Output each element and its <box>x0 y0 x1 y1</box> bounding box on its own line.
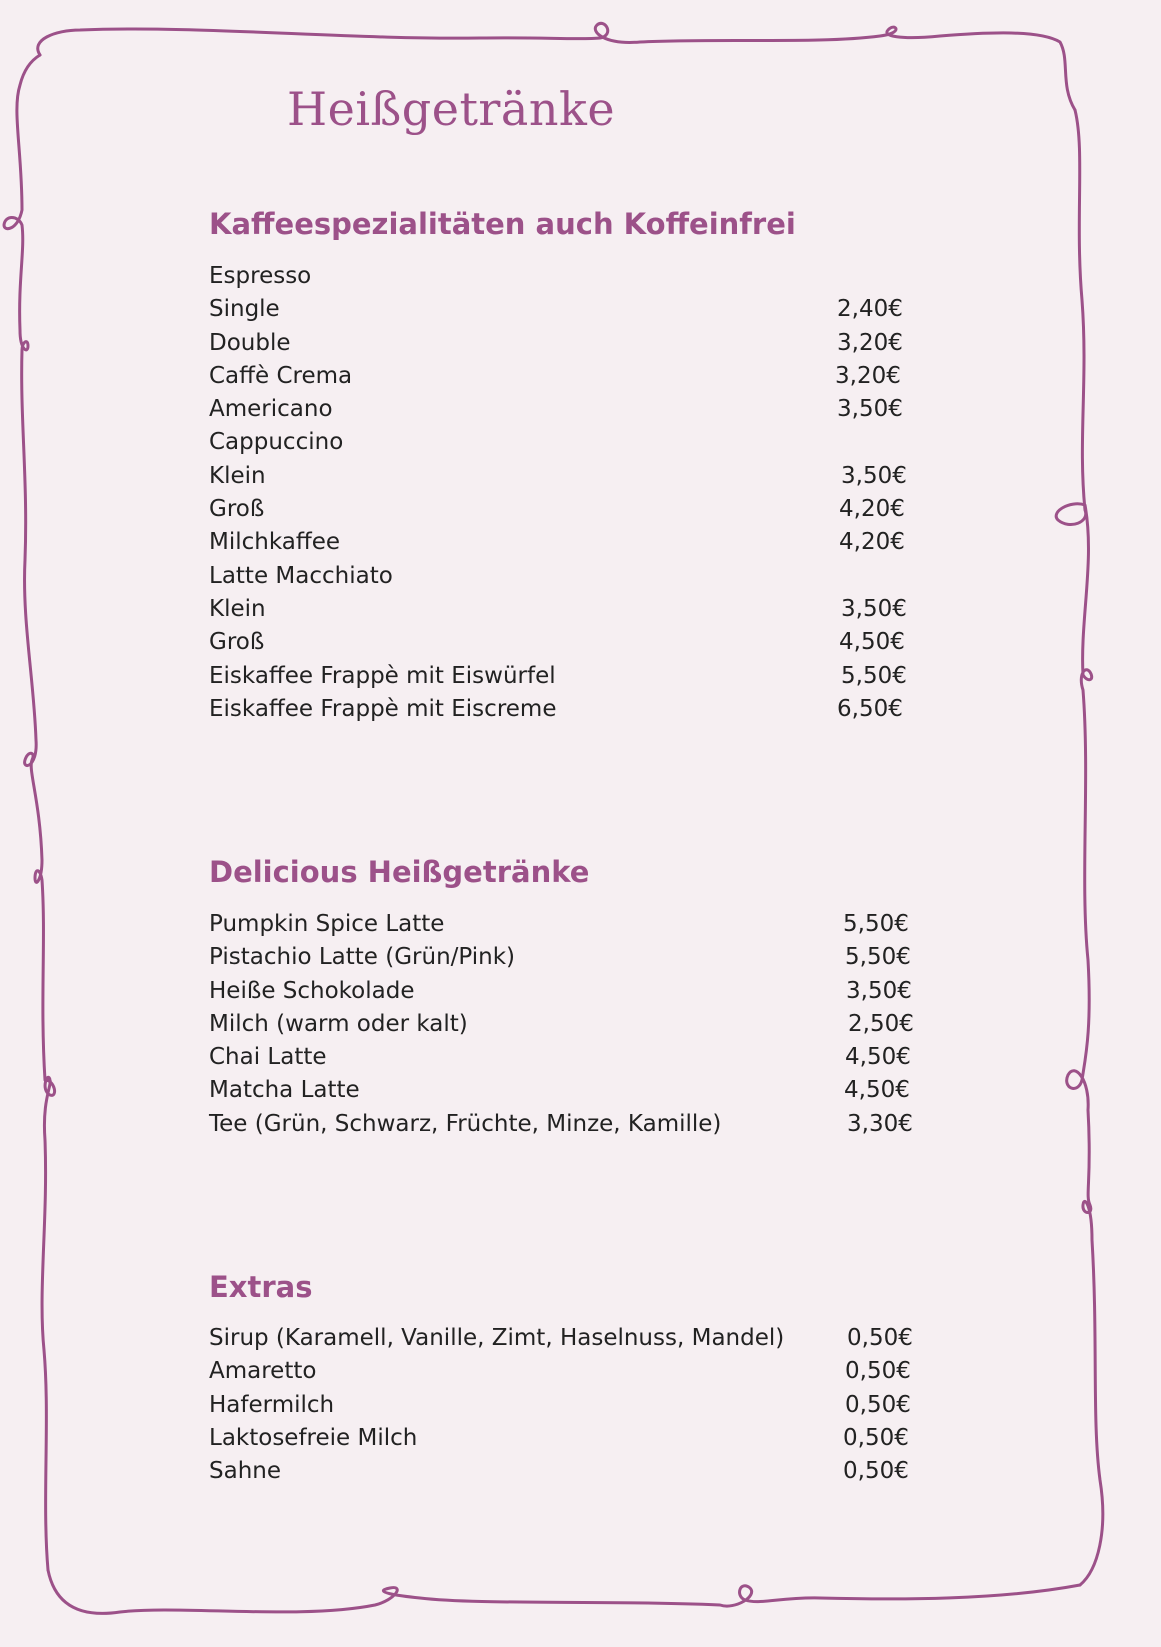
menu-item <box>209 260 556 293</box>
item-price: 0,50€ <box>847 1325 913 1351</box>
item-name: Amaretto <box>209 1358 317 1385</box>
menu-item <box>209 327 903 360</box>
item-name: Espresso <box>209 263 312 289</box>
section-heading-extras: Extras <box>209 1270 313 1304</box>
item-price: 3,30€ <box>847 1110 913 1137</box>
item-name: Single <box>209 296 280 323</box>
page-title: Heißgetränke <box>287 82 616 136</box>
item-name: Cappuccino <box>209 429 344 456</box>
item-price: 4,50€ <box>844 1077 910 1104</box>
item-name: Sahne <box>209 1458 281 1485</box>
item-price: 3,50€ <box>841 595 907 622</box>
menu-item <box>209 1322 913 1355</box>
menu-item <box>209 1108 913 1141</box>
menu-item <box>209 626 905 659</box>
item-name: Pumpkin Spice Latte <box>209 911 445 937</box>
item-name: Americano <box>209 396 333 423</box>
menu-item <box>209 560 556 593</box>
item-name: Groß <box>209 629 265 656</box>
menu-item <box>209 360 901 393</box>
item-name: Milchkaffee <box>209 529 341 556</box>
item-name: Latte Macchiato <box>209 562 393 589</box>
menu-item <box>209 393 903 426</box>
item-price: 3,50€ <box>837 396 903 423</box>
item-name: Hafermilch <box>209 1391 335 1418</box>
item-name: Pistachio Latte (Grün/Pink) <box>209 944 516 971</box>
section-heading-delicious: Delicious Heißgetränke <box>209 855 590 889</box>
item-price: 5,50€ <box>845 944 911 971</box>
item-name: Sirup (Karamell, Vanille, Zimt, Haselnuss, Mandel) <box>209 1325 785 1351</box>
item-price: 4,50€ <box>839 629 905 656</box>
menu-item <box>209 526 905 559</box>
item-price: 2,40€ <box>837 296 903 323</box>
menu-item <box>209 493 905 526</box>
menu-item <box>209 1074 910 1107</box>
menu-item <box>209 1041 911 1074</box>
item-name: Eiskaffee Frappè mit Eiswürfel <box>209 662 556 689</box>
menu-item <box>209 293 903 326</box>
item-name: Laktosefreie Milch <box>209 1424 418 1451</box>
section-heading-kaffeespezialitaeten: Kaffeespezialitäten auch Koffeinfrei <box>209 207 796 241</box>
menu-list-kaffeespezialitaeten <box>209 260 907 726</box>
menu-item <box>209 975 912 1008</box>
item-price: 2,50€ <box>848 1010 914 1037</box>
menu-item <box>209 693 903 726</box>
item-name: Klein <box>209 462 266 489</box>
item-name: Tee (Grün, Schwarz, Früchte, Minze, Kamille) <box>209 1110 722 1137</box>
menu-item <box>209 426 556 459</box>
menu-item <box>209 1389 911 1422</box>
menu-item <box>209 1008 914 1041</box>
item-price: 0,50€ <box>843 1458 909 1485</box>
item-name: Milch (warm oder kalt) <box>209 1010 468 1037</box>
item-price: 0,50€ <box>845 1358 911 1385</box>
menu-item <box>209 460 907 493</box>
menu-list-delicious <box>209 908 914 1141</box>
item-price: 0,50€ <box>843 1424 909 1451</box>
item-price: 6,50€ <box>837 695 903 722</box>
item-name: Matcha Latte <box>209 1077 360 1104</box>
menu-item <box>209 593 907 626</box>
item-price: 3,50€ <box>846 977 912 1004</box>
item-name: Klein <box>209 595 266 622</box>
item-name: Caffè Crema <box>209 362 353 389</box>
item-name: Double <box>209 329 291 356</box>
menu-item <box>209 941 911 974</box>
menu-item <box>209 660 907 693</box>
item-name: Chai Latte <box>209 1044 327 1071</box>
item-price: 3,50€ <box>841 462 907 489</box>
menu-item <box>209 908 909 941</box>
item-price: 4,20€ <box>839 529 905 556</box>
menu-item <box>209 1422 909 1455</box>
menu-list-extras <box>209 1322 913 1488</box>
item-name: Eiskaffee Frappè mit Eiscreme <box>209 695 557 722</box>
item-price: 5,50€ <box>843 911 909 937</box>
menu-item <box>209 1455 909 1488</box>
menu-item <box>209 1355 911 1388</box>
item-price: 5,50€ <box>841 662 907 689</box>
item-price: 4,50€ <box>845 1044 911 1071</box>
item-price: 4,20€ <box>839 496 905 523</box>
item-name: Heiße Schokolade <box>209 977 415 1004</box>
item-price: 3,20€ <box>837 329 903 356</box>
item-price: 3,20€ <box>835 362 901 389</box>
item-price: 0,50€ <box>845 1391 911 1418</box>
item-name: Groß <box>209 496 265 523</box>
